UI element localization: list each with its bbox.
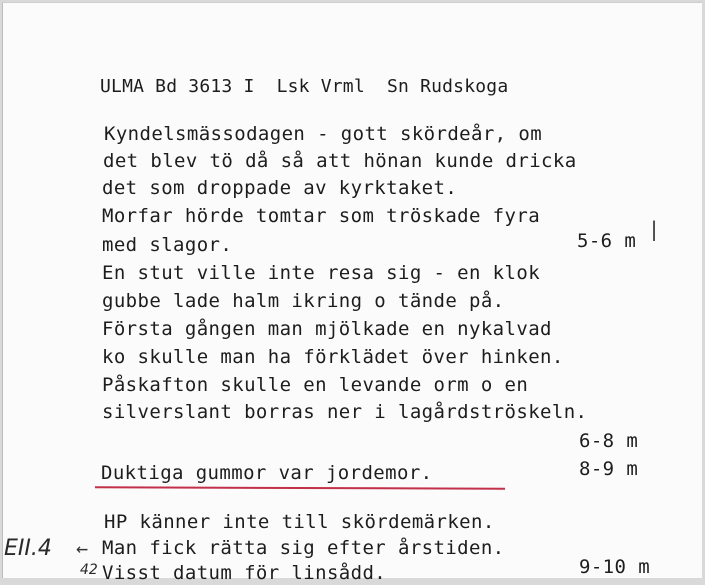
margin-stroke: |	[648, 217, 661, 241]
text-line: silverslant borras ner i lagårdströskeln.	[102, 401, 588, 423]
text-line: det som droppade av kyrktaket.	[102, 177, 458, 199]
page-ref: 8-9 m	[579, 458, 639, 480]
text-line-underlined: Duktiga gummor var jordemor.	[101, 462, 433, 484]
arrow-icon: ←	[76, 536, 89, 560]
text-line: Visst datum för linsådd.	[102, 562, 387, 584]
red-underline	[95, 486, 505, 489]
page-ref: 6-8 m	[579, 430, 639, 452]
text-line: Man fick rätta sig efter årstiden.	[102, 537, 505, 559]
text-line: Påskafton skulle en levande orm o en	[102, 374, 529, 396]
page-ref: 5-6 m	[577, 230, 637, 252]
text-line: Första gången man mjölkade en nykalvad	[102, 318, 552, 340]
margin-note-code: EII.4	[4, 536, 52, 561]
text-line: Morfar hörde tomtar som tröskade fyra	[102, 205, 541, 227]
text-line: gubbe lade halm ikring o tände på.	[102, 290, 505, 312]
text-line: HP känner inte till skördemärken.	[104, 511, 495, 533]
text-line: En stut ville inte resa sig - en klok	[102, 262, 541, 284]
text-line: det blev tö då så att hönan kunde dricka	[103, 150, 577, 172]
margin-note-number: 42	[80, 562, 98, 578]
page-ref: 9-10 m	[579, 556, 651, 578]
card-header: ULMA Bd 3613 I Lsk Vrml Sn Rudskoga	[100, 76, 509, 97]
archive-card	[2, 2, 702, 584]
text-line: ko skulle man ha förklädet över hinken.	[102, 346, 564, 368]
text-line: Kyndelsmässodagen - gott skördeår, om	[104, 123, 543, 145]
text-line: med slagor.	[102, 234, 233, 256]
